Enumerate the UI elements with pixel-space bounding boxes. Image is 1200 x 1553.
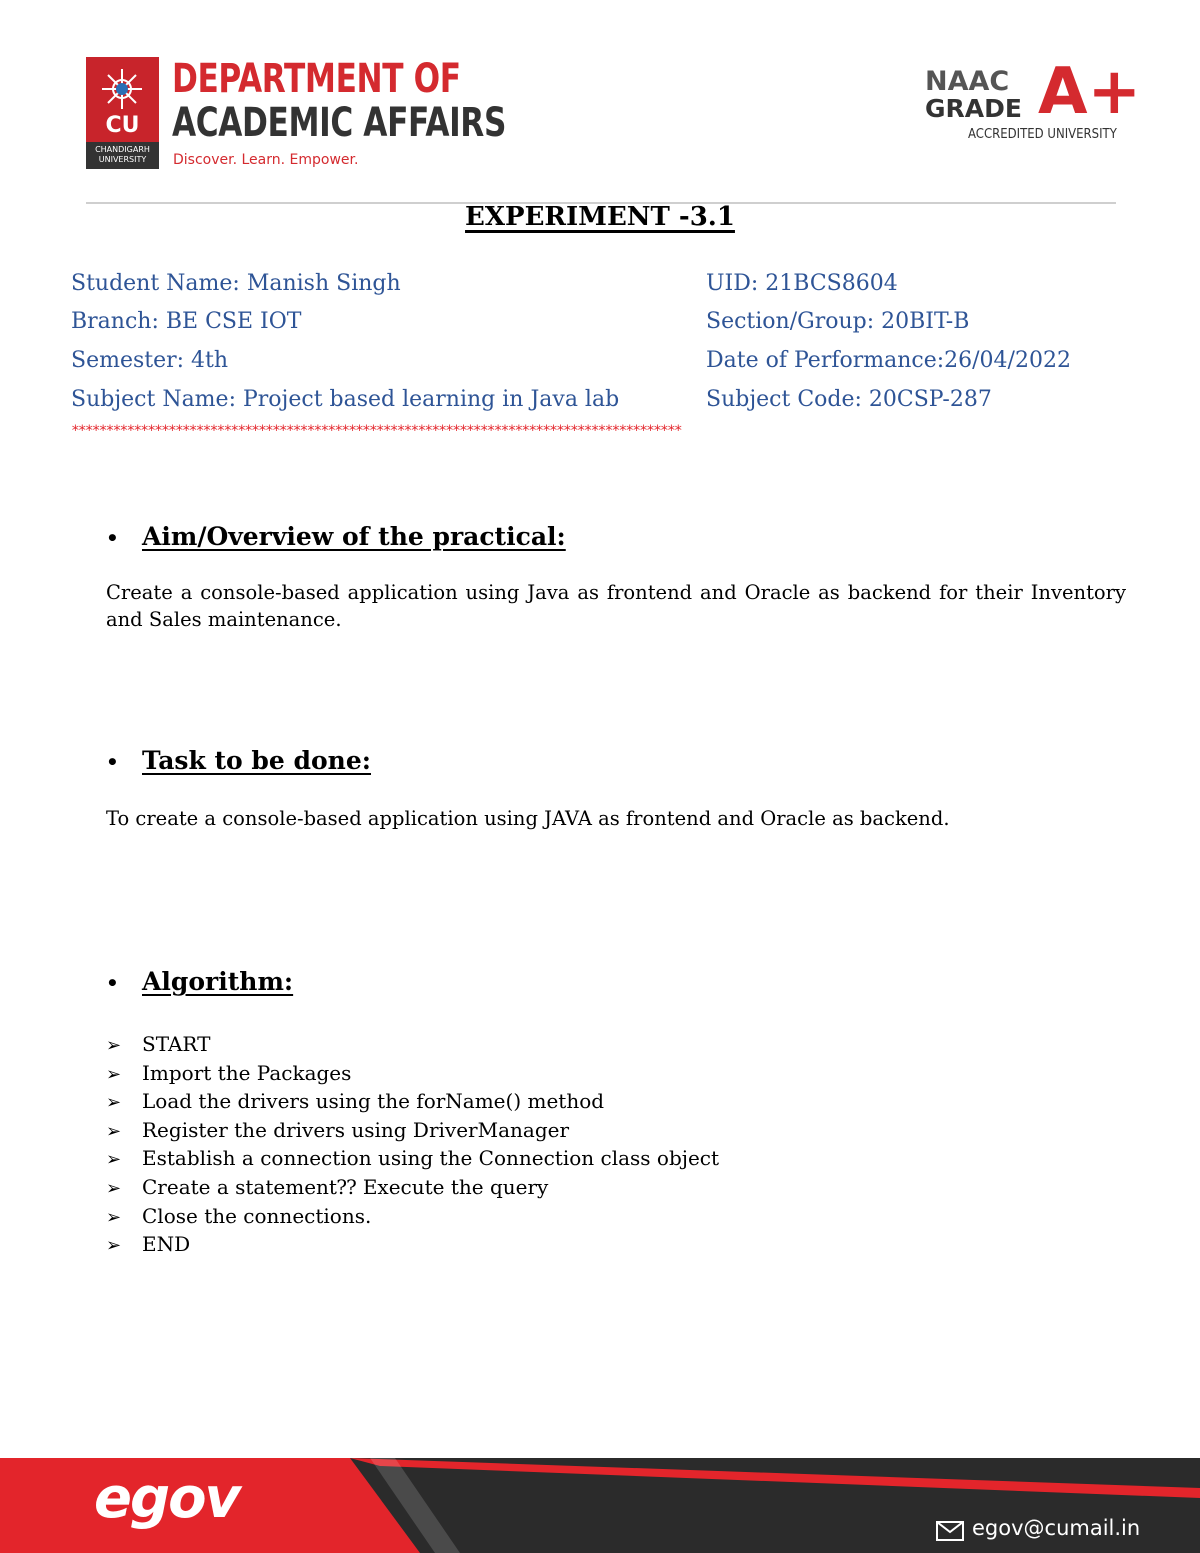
- naac-grade: A+: [1038, 55, 1142, 129]
- star-separator: ****************************************************************************************: [71, 423, 681, 439]
- logo-university-label: CHANDIGARH UNIVERSITY: [86, 142, 159, 169]
- experiment-title: EXPERIMENT -3.1: [465, 202, 735, 232]
- algorithm-step: ➢ Close the connections.: [106, 1203, 719, 1232]
- section-group: Section/Group: 20BIT-B: [706, 309, 970, 334]
- bullet-icon: •: [106, 971, 119, 995]
- algorithm-step: ➢ END: [106, 1231, 719, 1260]
- arrow-bullet-icon: ➢: [106, 1177, 122, 1199]
- semester: Semester: 4th: [71, 348, 229, 373]
- arrow-bullet-icon: ➢: [106, 1235, 122, 1257]
- logo-abbrev: CU: [105, 113, 140, 138]
- task-heading: • Task to be done:: [106, 746, 371, 775]
- algorithm-step: ➢ Load the drivers using the forName() method: [106, 1088, 719, 1117]
- department-title-line1: DEPARTMENT OF: [172, 56, 461, 102]
- bullet-icon: •: [106, 526, 119, 550]
- arrow-bullet-icon: ➢: [106, 1092, 122, 1114]
- branch: Branch: BE CSE IOT: [71, 309, 302, 334]
- algorithm-step: ➢ Import the Packages: [106, 1060, 719, 1089]
- grade-label: GRADE: [925, 94, 1022, 123]
- arrow-bullet-icon: ➢: [106, 1206, 122, 1228]
- arrow-bullet-icon: ➢: [106, 1035, 122, 1056]
- tagline: Discover. Learn. Empower.: [173, 152, 359, 168]
- arrow-bullet-icon: ➢: [106, 1120, 122, 1142]
- aim-heading: • Aim/Overview of the practical:: [106, 522, 566, 551]
- cu-logo: [86, 57, 159, 169]
- arrow-bullet-icon: ➢: [106, 1063, 122, 1085]
- footer-email[interactable]: egov@cumail.in: [972, 1516, 1141, 1540]
- uid: UID: 21BCS8604: [706, 271, 898, 296]
- mail-icon: [936, 1521, 964, 1541]
- algorithm-heading: • Algorithm:: [106, 967, 294, 996]
- subject-name: Subject Name: Project based learning in Java lab: [71, 387, 620, 412]
- bullet-icon: •: [106, 750, 119, 774]
- egov-logo: egov: [94, 1466, 240, 1531]
- algorithm-step: ➢ Create a statement⁇ Execute the query: [106, 1174, 719, 1203]
- date-of-performance: Date of Performance:26/04/2022: [706, 348, 1071, 373]
- subject-code: Subject Code: 20CSP-287: [706, 387, 992, 412]
- student-name: Student Name: Manish Singh: [71, 271, 401, 296]
- algorithm-list: [106, 1031, 719, 1260]
- arrow-bullet-icon: ➢: [106, 1149, 122, 1171]
- task-text: To create a console-based application using JAVA as frontend and Oracle as backend.: [106, 807, 950, 830]
- department-title-line2: ACADEMIC AFFAIRS: [172, 100, 507, 146]
- aim-text: Create a console-based application using Java as frontend and Oracle as backend for their Inventory and Sales maintenance.: [106, 581, 1126, 631]
- naac-label: NAAC: [925, 66, 1010, 97]
- algorithm-step: ➢ Establish a connection using the Connection class object: [106, 1145, 719, 1174]
- accredited-label: ACCREDITED UNIVERSITY: [968, 127, 1117, 142]
- cu-emblem-icon: [98, 65, 146, 113]
- algorithm-step: ➢ START: [106, 1031, 719, 1060]
- algorithm-step: ➢ Register the drivers using DriverManager: [106, 1117, 719, 1146]
